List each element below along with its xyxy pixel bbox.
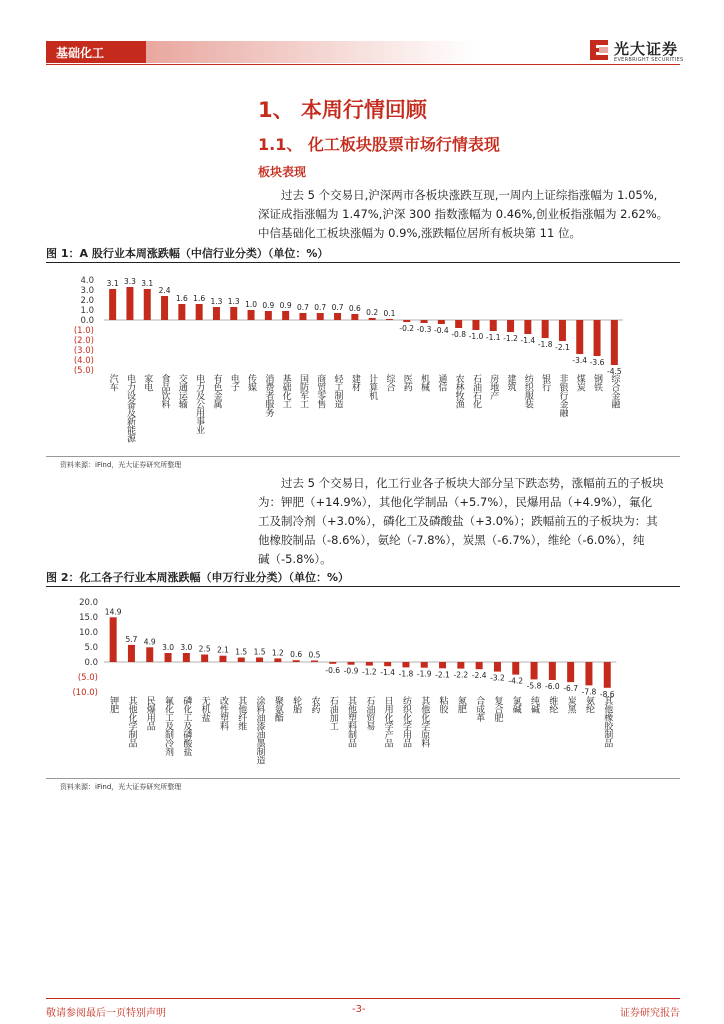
bar: [421, 662, 428, 668]
data-label: -2.4: [471, 671, 487, 681]
data-label: -2.2: [453, 670, 469, 680]
category-label: 复合肥: [492, 696, 503, 722]
bar: [110, 617, 117, 662]
figure2-top-rule: [46, 586, 680, 587]
page-number: -3-: [352, 1004, 366, 1015]
paragraph-line: 工及制冷剂（+3.0%），磷化工及磷酸盐（+3.0%）；跌幅前五的子板块为：其: [258, 514, 658, 528]
section-tag: [46, 41, 146, 63]
y-tick-label: 5.0: [84, 643, 98, 653]
data-label: 0.7: [314, 303, 327, 312]
paragraph-line: 为：钾肥（+14.9%），其他化学制品（+5.7%），民爆用品（+4.9%），氟化: [258, 495, 653, 509]
bar: [256, 658, 263, 663]
bar: [165, 653, 172, 662]
category-label: 汽车: [107, 374, 118, 391]
bar: [386, 319, 393, 320]
paragraph-subsector-summary: [258, 474, 684, 569]
data-label: 3.1: [106, 279, 119, 288]
data-label: 1.6: [175, 294, 188, 303]
data-label: 0.6: [348, 304, 361, 313]
y-tick-label: 3.0: [80, 286, 94, 296]
bar: [455, 320, 462, 328]
bar: [274, 658, 281, 662]
bar: [531, 662, 538, 679]
bar: [329, 662, 336, 664]
data-label: -6.7: [563, 684, 578, 694]
figure1-top-rule: [46, 262, 680, 263]
data-label: 3.1: [141, 279, 154, 288]
subsection-heading: 1.1、 化工板块股票市场行情表现: [258, 135, 500, 154]
bar: [213, 307, 220, 320]
category-label: 钢铁: [592, 374, 603, 391]
data-label: 0.6: [290, 650, 303, 660]
bar: [265, 311, 272, 320]
category-label: 农林牧渔: [453, 374, 464, 408]
data-label: -1.2: [503, 334, 518, 343]
y-tick-label: 2.0: [80, 296, 94, 306]
paragraph-line: 深证成指涨幅为 1.47%,沪深 300 指数涨幅为 0.46%,创业板指涨幅为 2.62%。: [258, 207, 669, 221]
bar: [317, 313, 324, 320]
bar: [512, 662, 519, 675]
data-label: 0.9: [262, 301, 275, 310]
category-label: 非银行金融: [557, 374, 568, 417]
category-label: 轻工制造: [332, 374, 343, 408]
data-label: -3.4: [572, 356, 588, 365]
data-label: -1.9: [416, 669, 432, 679]
y-tick-label: (1.0): [73, 326, 94, 336]
data-label: 0.7: [296, 303, 309, 312]
paragraph-line: 碱（-5.8%）。: [258, 552, 332, 566]
category-label: 机械: [419, 374, 430, 391]
bar: [201, 655, 208, 663]
footer-disclaimer: 敬请参阅最后一页特别声明: [46, 1008, 166, 1019]
data-label: 1.2: [271, 648, 284, 658]
bar: [542, 320, 549, 338]
bar: [299, 313, 306, 320]
y-tick-label: (3.0): [73, 346, 94, 356]
data-label: -1.2: [362, 667, 377, 677]
data-label: 0.5: [308, 650, 321, 660]
category-label: 其他塑料制品: [346, 696, 357, 747]
figure2-source: 资料来源：iFind，光大证券研究所整理: [60, 783, 182, 791]
figure2-bottom-rule: [46, 778, 680, 779]
block-heading: 板块表现: [258, 165, 307, 179]
category-label: 食品饮料: [159, 374, 170, 408]
data-label: -4.2: [508, 676, 524, 686]
category-label: 消费者服务: [263, 374, 274, 417]
data-label: 14.9: [104, 607, 122, 617]
bar: [351, 314, 358, 320]
data-label: 2.4: [158, 286, 171, 295]
category-label: 电力及公用事业: [194, 374, 205, 434]
category-label: 民爆用品: [144, 696, 155, 730]
data-label: -0.4: [434, 326, 449, 335]
data-label: -1.4: [380, 668, 395, 678]
category-label: 通信: [436, 374, 447, 391]
category-label: 煤炭: [574, 374, 585, 391]
data-label: -8.6: [599, 689, 615, 699]
bar: [524, 320, 531, 334]
header-fade: [146, 41, 476, 63]
data-label: -5.8: [526, 681, 542, 691]
footer-report-type: 证券研究报告: [620, 1008, 680, 1019]
category-label: 粘胶: [437, 696, 448, 713]
category-label: 磷化工及磷酸盐: [181, 696, 192, 756]
category-label: 氟化工及制冷剂: [163, 696, 174, 756]
data-label: 1.3: [210, 297, 223, 306]
bar: [219, 656, 226, 662]
data-label: 3.3: [123, 277, 136, 286]
y-tick-label: 0.0: [80, 316, 94, 326]
data-label: 2.5: [198, 644, 211, 654]
category-label: 建筑: [505, 374, 516, 391]
category-label: 家电: [142, 374, 153, 391]
bar: [576, 320, 583, 354]
category-label: 石油加工: [327, 696, 338, 730]
y-tick-label: (5.0): [77, 673, 98, 683]
category-label: 石油贸易: [364, 696, 375, 730]
bar: [334, 313, 341, 320]
bar: [230, 307, 237, 320]
bar: [183, 653, 190, 662]
data-label: -4.5: [607, 367, 622, 376]
y-tick-label: (10.0): [72, 688, 98, 698]
bar: [369, 318, 376, 320]
data-label: 4.9: [143, 637, 156, 647]
bar: [611, 320, 618, 365]
category-label: 其他纤维: [236, 696, 247, 730]
figure1-chart: [46, 264, 680, 454]
category-label: 商贸零售: [315, 374, 326, 408]
header-rule: [46, 64, 680, 65]
figure1-source: 资料来源：iFind，光大证券研究所整理: [60, 461, 182, 469]
category-label: 其他化学制品: [126, 696, 137, 747]
bar: [293, 660, 300, 662]
logo-text: 光大证券: [614, 40, 679, 58]
data-label: 2.1: [216, 645, 229, 655]
logo-subtext: EVERBRIGHT SECURITIES: [614, 57, 684, 63]
paragraph-market-summary: [258, 186, 684, 243]
data-label: 1.3: [227, 297, 240, 306]
data-label: 1.6: [193, 294, 206, 303]
bar: [567, 662, 574, 682]
bar: [238, 658, 245, 663]
y-tick-label: 1.0: [80, 306, 94, 316]
data-label: -0.8: [451, 330, 466, 339]
bar: [403, 320, 410, 322]
y-tick-label: 15.0: [79, 613, 98, 623]
y-tick-label: 0.0: [84, 658, 98, 668]
data-label: 1.5: [235, 647, 248, 657]
bar: [366, 662, 373, 666]
category-label: 电子: [228, 374, 239, 391]
bar: [161, 296, 168, 320]
category-label: 炭黑: [565, 696, 576, 713]
data-label: -3.2: [490, 673, 505, 683]
bar: [196, 304, 203, 320]
bar: [178, 304, 185, 320]
footer-rule: [46, 998, 680, 999]
figure1-bottom-rule: [46, 456, 680, 457]
bar: [311, 661, 318, 663]
category-label: 建材: [349, 374, 360, 391]
category-label: 综合金融: [609, 374, 620, 408]
data-label: -1.8: [537, 340, 553, 349]
category-label: 钾肥: [108, 696, 119, 713]
bar: [282, 311, 289, 320]
category-label: 维纶: [547, 696, 558, 713]
data-label: -6.0: [545, 682, 560, 691]
category-label: 石油石化: [470, 374, 481, 408]
y-tick-label: (4.0): [73, 356, 94, 366]
category-label: 氯碱: [510, 696, 521, 713]
data-label: 1.5: [253, 647, 266, 657]
data-label: -0.9: [343, 666, 359, 676]
data-label: -2.1: [555, 343, 570, 352]
paragraph-line: 过去 5 个交易日,沪深两市各板块涨跌互现,一周内上证综指涨幅为 1.05%,: [281, 188, 658, 202]
category-label: 纯碱: [529, 696, 540, 713]
data-label: 0.2: [366, 308, 379, 317]
category-label: 纺织化学用品: [400, 696, 411, 747]
data-label: -0.3: [416, 325, 432, 334]
section-tag-label: 基础化工: [56, 46, 105, 60]
bar: [549, 662, 556, 680]
bar: [585, 662, 592, 685]
bar: [421, 320, 428, 323]
bar: [146, 647, 153, 662]
category-label: 房地产: [488, 374, 499, 400]
category-label: 交通运输: [176, 374, 187, 408]
data-label: -1.1: [485, 333, 501, 342]
category-label: 改性塑料: [217, 696, 228, 730]
data-label: -1.0: [468, 332, 484, 341]
bar: [402, 662, 409, 667]
category-label: 合成革: [474, 696, 485, 722]
bar: [507, 320, 514, 332]
category-label: 国防军工: [297, 374, 308, 408]
bar: [476, 662, 483, 669]
data-label: 3.0: [180, 643, 193, 652]
data-label: 1.0: [245, 300, 258, 309]
data-label: 5.7: [125, 634, 138, 644]
bar: [604, 662, 611, 688]
category-label: 计算机: [367, 374, 378, 400]
bar: [438, 320, 445, 324]
category-label: 农药: [309, 696, 320, 713]
bar: [126, 287, 133, 320]
y-tick-label: 20.0: [79, 598, 98, 608]
category-label: 纺织服装: [522, 374, 533, 408]
y-tick-label: (2.0): [73, 336, 94, 346]
category-label: 其他化学原料: [419, 696, 430, 747]
data-label: -1.8: [398, 669, 414, 679]
category-label: 氮肥: [455, 696, 466, 713]
category-label: 医药: [401, 374, 412, 391]
y-tick-label: 4.0: [80, 276, 94, 286]
data-label: -0.2: [399, 324, 415, 333]
category-label: 银行: [540, 374, 551, 391]
category-label: 日用化学产品: [382, 696, 393, 747]
category-label: 氨纶: [583, 696, 594, 713]
bar: [109, 289, 116, 320]
category-label: 无机盐: [199, 696, 210, 722]
bar: [144, 289, 151, 320]
data-label: -1.4: [520, 336, 536, 345]
paragraph-line: 中信基础化工板块涨幅为 0.9%,涨跌幅位居所有板块第 11 位。: [258, 226, 581, 240]
bar: [384, 662, 391, 666]
data-label: 0.7: [331, 303, 344, 312]
y-tick-label: (5.0): [73, 366, 94, 376]
category-label: 基础化工: [280, 374, 291, 408]
bar: [472, 320, 479, 330]
bar: [494, 662, 501, 672]
data-label: -2.1: [435, 670, 450, 680]
data-label: -0.6: [325, 665, 341, 675]
category-label: 电力设备及新能源: [124, 374, 135, 442]
bar: [248, 310, 255, 320]
figure2-chart: [46, 590, 680, 778]
category-label: 其他橡胶制品: [602, 696, 613, 747]
paragraph-line: 过去 5 个交易日，化工行业各子板块大部分呈下跌态势，涨幅前五的子板块: [281, 476, 664, 490]
data-label: -7.8: [581, 687, 597, 697]
bar: [490, 320, 497, 331]
bar: [439, 662, 446, 668]
bar: [128, 645, 135, 662]
category-label: 有色金属: [211, 374, 222, 408]
category-label: 综合: [384, 374, 395, 391]
bar: [457, 662, 464, 669]
section-heading: 1、 本周行情回顾: [258, 98, 427, 122]
category-label: 传媒: [246, 374, 257, 391]
paragraph-line: 他橡胶制品（-8.6%），氨纶（-7.8%），炭黑（-6.7%），维纶（-6.0%），纯: [258, 533, 645, 547]
category-label: 涂料油漆油墨制造: [254, 696, 265, 764]
figure1-title: 图 1：A 股行业本周涨跌幅（中信行业分类）（单位：%）: [46, 247, 329, 260]
bar: [348, 662, 355, 665]
data-label: 0.9: [279, 301, 292, 310]
figure2-title: 图 2：化工各子行业本周涨跌幅（申万行业分类）（单位：%）: [46, 571, 350, 584]
data-label: -3.6: [589, 358, 605, 367]
category-label: 轮胎: [291, 696, 302, 713]
logo-icon: [588, 38, 610, 62]
bar: [594, 320, 601, 356]
category-label: 聚氨酯: [272, 696, 283, 722]
data-label: 0.1: [383, 309, 396, 318]
data-label: 3.0: [162, 643, 175, 652]
y-tick-label: 10.0: [79, 628, 98, 638]
bar: [559, 320, 566, 341]
